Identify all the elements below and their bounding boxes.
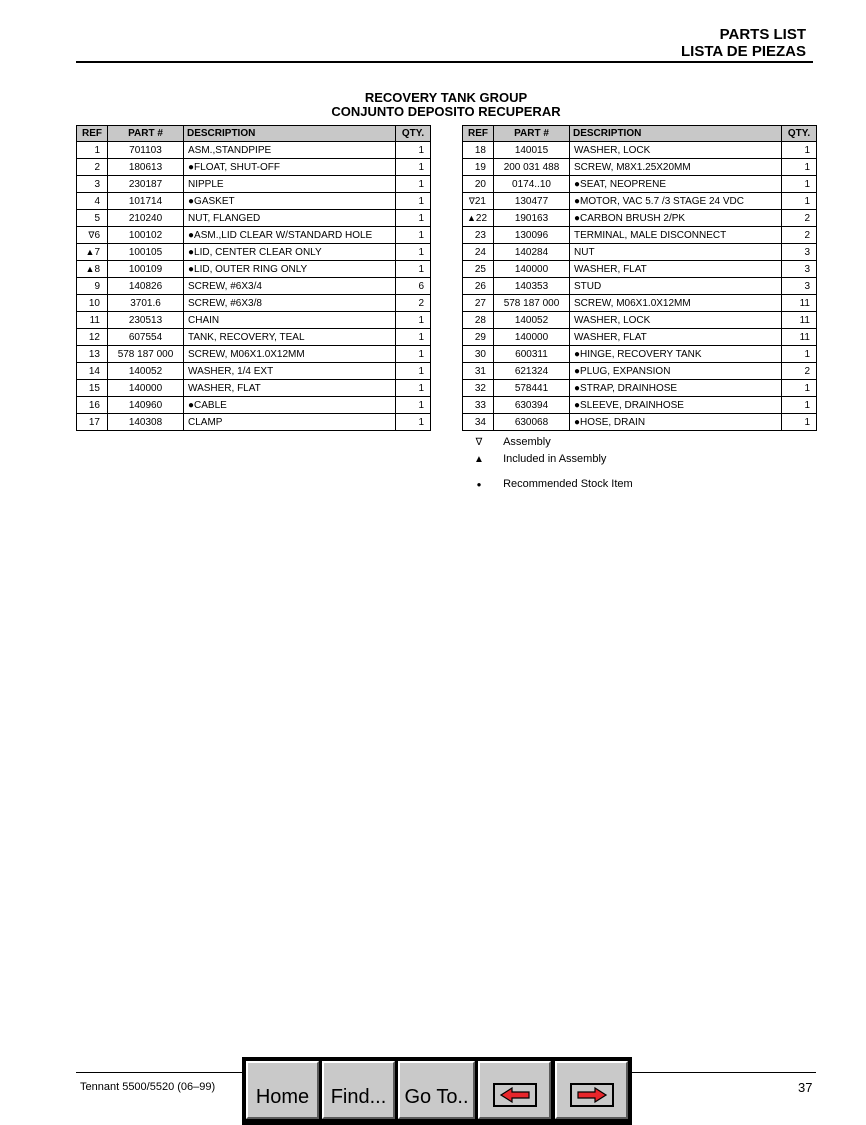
included-symbol-icon: ▲ — [474, 454, 484, 465]
table-row — [463, 227, 817, 244]
ref-number: 20 — [474, 178, 486, 190]
ref-number: 15 — [88, 382, 100, 394]
right-arrow-icon — [570, 1083, 614, 1107]
legend-assembly — [470, 436, 551, 448]
part-number-cell: 140826 — [108, 278, 184, 295]
part-number-cell: 600311 — [494, 346, 570, 363]
part-number-cell: 0174..10 — [494, 176, 570, 193]
description-cell: WASHER, LOCK — [570, 142, 782, 159]
part-number-cell: 140000 — [494, 329, 570, 346]
footer-divider-right — [632, 1072, 816, 1073]
table-row — [77, 363, 431, 380]
qty-cell: 3 — [782, 278, 817, 295]
table-row — [463, 380, 817, 397]
part-number-cell: 140052 — [108, 363, 184, 380]
ref-number: 19 — [474, 161, 486, 173]
description-cell: ●LID, OUTER RING ONLY — [184, 261, 396, 278]
ref-number: 11 — [89, 314, 100, 326]
col-header-ref: REF — [463, 126, 494, 142]
table-row — [463, 159, 817, 176]
table-row — [463, 295, 817, 312]
table-row — [463, 193, 817, 210]
ref-number: 29 — [474, 331, 486, 343]
ref-cell — [77, 159, 108, 176]
description-cell: ●SLEEVE, DRAINHOSE — [570, 397, 782, 414]
next-page-button[interactable] — [555, 1061, 628, 1119]
legend-included — [470, 453, 606, 465]
qty-cell: 1 — [396, 312, 431, 329]
ref-number: 24 — [474, 246, 486, 258]
description-cell: ●CARBON BRUSH 2/PK — [570, 210, 782, 227]
qty-cell: 1 — [782, 193, 817, 210]
ref-cell — [77, 363, 108, 380]
part-number-cell: 578 187 000 — [494, 295, 570, 312]
part-number-cell: 190163 — [494, 210, 570, 227]
part-number-cell: 140308 — [108, 414, 184, 431]
goto-button[interactable]: Go To.. — [398, 1061, 475, 1119]
part-number-cell: 621324 — [494, 363, 570, 380]
part-number-cell: 3701.6 — [108, 295, 184, 312]
table-row — [77, 142, 431, 159]
qty-cell: 1 — [396, 193, 431, 210]
description-cell: ●ASM.,LID CLEAR W/STANDARD HOLE — [184, 227, 396, 244]
recommended-symbol-icon: ● — [476, 480, 482, 489]
table-row — [77, 397, 431, 414]
qty-cell: 1 — [396, 261, 431, 278]
description-cell: WASHER, FLAT — [570, 329, 782, 346]
table-row — [77, 295, 431, 312]
ref-cell — [77, 329, 108, 346]
qty-cell: 1 — [396, 244, 431, 261]
description-cell: ●MOTOR, VAC 5.7 /3 STAGE 24 VDC — [570, 193, 782, 210]
qty-cell: 1 — [782, 380, 817, 397]
description-cell: ●HOSE, DRAIN — [570, 414, 782, 431]
ref-cell — [77, 278, 108, 295]
part-number-cell: 100105 — [108, 244, 184, 261]
qty-cell: 2 — [396, 295, 431, 312]
description-cell: ASM.,STANDPIPE — [184, 142, 396, 159]
table-header-row — [77, 126, 431, 142]
part-number-cell: 578441 — [494, 380, 570, 397]
table-row — [77, 278, 431, 295]
description-cell: TANK, RECOVERY, TEAL — [184, 329, 396, 346]
ref-cell — [77, 295, 108, 312]
ref-number: 8 — [94, 263, 100, 275]
description-cell: SCREW, #6X3/8 — [184, 295, 396, 312]
ref-number: 13 — [88, 348, 100, 360]
ref-cell — [463, 244, 494, 261]
table-row — [77, 159, 431, 176]
parts-table-right — [462, 125, 817, 431]
ref-number: 28 — [474, 314, 486, 326]
legend-recommended-label: Recommended Stock Item — [503, 478, 633, 490]
header-divider — [76, 61, 813, 63]
qty-cell: 3 — [782, 244, 817, 261]
qty-cell: 1 — [782, 159, 817, 176]
ref-marker-icon: ▲ — [467, 212, 476, 223]
description-cell: SCREW, M06X1.0X12MM — [570, 295, 782, 312]
qty-cell: 1 — [396, 329, 431, 346]
ref-marker-icon: ∇ — [88, 229, 95, 240]
ref-number: 22 — [475, 212, 488, 224]
qty-cell: 1 — [396, 380, 431, 397]
ref-cell — [77, 380, 108, 397]
table-row — [463, 210, 817, 227]
part-number-cell: 630068 — [494, 414, 570, 431]
assembly-symbol-icon: ∇ — [475, 437, 483, 448]
description-cell: ●SEAT, NEOPRENE — [570, 176, 782, 193]
table-row — [463, 261, 817, 278]
group-title-es: CONJUNTO DEPOSITO RECUPERAR — [331, 104, 561, 119]
part-number-cell: 607554 — [108, 329, 184, 346]
part-number-cell: 140000 — [108, 380, 184, 397]
ref-number: 17 — [88, 416, 100, 428]
ref-number: 7 — [94, 246, 100, 258]
ref-cell — [77, 210, 108, 227]
ref-cell — [77, 312, 108, 329]
qty-cell: 11 — [782, 295, 817, 312]
ref-cell — [463, 363, 494, 380]
ref-number: 33 — [474, 399, 486, 411]
col-header-desc: DESCRIPTION — [570, 126, 782, 142]
ref-cell — [463, 397, 494, 414]
ref-number: 21 — [474, 195, 486, 207]
part-number-cell: 130477 — [494, 193, 570, 210]
ref-cell — [77, 227, 108, 244]
col-header-part: PART # — [494, 126, 570, 142]
legend-included-label: Included in Assembly — [503, 453, 607, 465]
ref-cell — [463, 142, 494, 159]
qty-cell: 2 — [782, 210, 817, 227]
ref-marker-icon: ▲ — [85, 246, 95, 257]
qty-cell: 1 — [782, 142, 817, 159]
right-arrow-shape — [577, 1087, 607, 1103]
header-title-es: LISTA DE PIEZAS — [680, 43, 806, 60]
description-cell: CHAIN — [184, 312, 396, 329]
part-number-cell: 200 031 488 — [494, 159, 570, 176]
qty-cell: 11 — [782, 329, 817, 346]
ref-cell — [463, 380, 494, 397]
table-row — [77, 261, 431, 278]
ref-cell — [77, 244, 108, 261]
ref-cell — [463, 227, 494, 244]
table-row — [77, 210, 431, 227]
footer-model: Tennant 5500/5520 (06–99) — [80, 1081, 216, 1093]
qty-cell: 1 — [782, 176, 817, 193]
footer-divider-left — [76, 1072, 244, 1073]
description-cell: ●FLOAT, SHUT-OFF — [184, 159, 396, 176]
table-row — [77, 312, 431, 329]
part-number-cell: 140052 — [494, 312, 570, 329]
description-cell: WASHER, LOCK — [570, 312, 782, 329]
qty-cell: 1 — [396, 159, 431, 176]
description-cell: ●GASKET — [184, 193, 396, 210]
home-button[interactable]: Home — [246, 1061, 319, 1119]
ref-cell — [463, 414, 494, 431]
part-number-cell: 578 187 000 — [108, 346, 184, 363]
ref-number: 23 — [474, 229, 486, 241]
col-header-qty: QTY. — [782, 126, 817, 142]
table-row — [77, 414, 431, 431]
ref-cell — [463, 210, 494, 227]
table-row — [77, 346, 431, 363]
qty-cell: 6 — [396, 278, 431, 295]
description-cell: NIPPLE — [184, 176, 396, 193]
table-row — [463, 329, 817, 346]
description-cell: ●CABLE — [184, 397, 396, 414]
ref-number: 9 — [94, 280, 100, 292]
part-number-cell: 140960 — [108, 397, 184, 414]
description-cell: WASHER, FLAT — [184, 380, 396, 397]
description-cell: ●HINGE, RECOVERY TANK — [570, 346, 782, 363]
qty-cell: 1 — [396, 363, 431, 380]
ref-cell — [77, 142, 108, 159]
table-row — [77, 329, 431, 346]
ref-number: 1 — [94, 144, 100, 156]
ref-number: 31 — [474, 365, 486, 377]
table-header-row — [463, 126, 817, 142]
part-number-cell: 140353 — [494, 278, 570, 295]
part-number-cell: 130096 — [494, 227, 570, 244]
description-cell: STUD — [570, 278, 782, 295]
table-row — [463, 142, 817, 159]
qty-cell: 1 — [396, 210, 431, 227]
table-row — [463, 346, 817, 363]
legend-assembly-label: Assembly — [503, 436, 551, 448]
col-header-part: PART # — [108, 126, 184, 142]
qty-cell: 3 — [782, 261, 817, 278]
ref-cell — [77, 261, 108, 278]
description-cell: CLAMP — [184, 414, 396, 431]
qty-cell: 1 — [396, 227, 431, 244]
ref-number: 4 — [94, 195, 100, 207]
parts-table-left — [76, 125, 431, 431]
left-arrow-icon — [493, 1083, 537, 1107]
description-cell: SCREW, #6X3/4 — [184, 278, 396, 295]
ref-cell — [77, 346, 108, 363]
ref-number: 12 — [88, 331, 100, 343]
part-number-cell: 100109 — [108, 261, 184, 278]
ref-cell — [77, 414, 108, 431]
ref-number: 10 — [88, 297, 100, 309]
ref-number: 2 — [94, 161, 100, 173]
table-row — [463, 397, 817, 414]
description-cell: ●LID, CENTER CLEAR ONLY — [184, 244, 396, 261]
table-row — [77, 193, 431, 210]
part-number-cell: 630394 — [494, 397, 570, 414]
page-number: 37 — [798, 1080, 813, 1095]
table-row — [463, 312, 817, 329]
ref-cell — [463, 159, 494, 176]
ref-number: 34 — [474, 416, 486, 428]
description-cell: SCREW, M06X1.0X12MM — [184, 346, 396, 363]
previous-page-button[interactable] — [478, 1061, 551, 1119]
ref-number: 18 — [474, 144, 486, 156]
col-header-desc: DESCRIPTION — [184, 126, 396, 142]
col-header-ref: REF — [77, 126, 108, 142]
part-number-cell: 230513 — [108, 312, 184, 329]
ref-number: 14 — [88, 365, 100, 377]
table-row — [77, 244, 431, 261]
find-button[interactable]: Find... — [322, 1061, 395, 1119]
part-number-cell: 230187 — [108, 176, 184, 193]
ref-number: 3 — [94, 178, 100, 190]
description-cell: NUT — [570, 244, 782, 261]
ref-cell — [463, 346, 494, 363]
ref-cell — [463, 329, 494, 346]
table-row — [463, 363, 817, 380]
ref-number: 25 — [474, 263, 486, 275]
description-cell: WASHER, 1/4 EXT — [184, 363, 396, 380]
description-cell: ●PLUG, EXPANSION — [570, 363, 782, 380]
page-header — [681, 26, 806, 60]
ref-cell — [463, 261, 494, 278]
qty-cell: 2 — [782, 227, 817, 244]
ref-number: 6 — [94, 229, 100, 241]
group-title-en: RECOVERY TANK GROUP — [364, 90, 528, 105]
part-number-cell: 140284 — [494, 244, 570, 261]
qty-cell: 1 — [396, 346, 431, 363]
table-row — [463, 278, 817, 295]
description-cell: ●STRAP, DRAINHOSE — [570, 380, 782, 397]
qty-cell: 1 — [396, 176, 431, 193]
ref-number: 32 — [474, 382, 486, 394]
ref-number: 30 — [474, 348, 486, 360]
qty-cell: 11 — [782, 312, 817, 329]
part-number-cell: 210240 — [108, 210, 184, 227]
part-number-cell: 180613 — [108, 159, 184, 176]
part-number-cell: 100102 — [108, 227, 184, 244]
description-cell: WASHER, FLAT — [570, 261, 782, 278]
qty-cell: 1 — [782, 397, 817, 414]
ref-number: 26 — [474, 280, 486, 292]
ref-cell — [77, 176, 108, 193]
table-row — [77, 227, 431, 244]
qty-cell: 2 — [782, 363, 817, 380]
table-row — [463, 414, 817, 431]
ref-cell — [463, 193, 494, 210]
part-number-cell: 140015 — [494, 142, 570, 159]
description-cell: TERMINAL, MALE DISCONNECT — [570, 227, 782, 244]
ref-cell — [77, 397, 108, 414]
table-row — [77, 380, 431, 397]
ref-marker-icon: ∇ — [468, 195, 475, 206]
nav-bar — [242, 1057, 632, 1125]
ref-cell — [77, 193, 108, 210]
part-number-cell: 101714 — [108, 193, 184, 210]
table-row — [463, 244, 817, 261]
col-header-qty: QTY. — [396, 126, 431, 142]
part-number-cell: 140000 — [494, 261, 570, 278]
ref-cell — [463, 176, 494, 193]
left-arrow-shape — [500, 1087, 530, 1103]
ref-number: 16 — [88, 399, 100, 411]
qty-cell: 1 — [396, 414, 431, 431]
qty-cell: 1 — [782, 414, 817, 431]
ref-number: 27 — [474, 297, 486, 309]
table-row — [77, 176, 431, 193]
ref-cell — [463, 278, 494, 295]
ref-number: 5 — [94, 212, 100, 224]
qty-cell: 1 — [396, 397, 431, 414]
qty-cell: 1 — [782, 346, 817, 363]
table-row — [463, 176, 817, 193]
ref-marker-icon: ▲ — [85, 263, 95, 274]
header-title-en: PARTS LIST — [719, 26, 806, 43]
ref-cell — [463, 312, 494, 329]
description-cell: SCREW, M8X1.25X20MM — [570, 159, 782, 176]
ref-cell — [463, 295, 494, 312]
qty-cell: 1 — [396, 142, 431, 159]
description-cell: NUT, FLANGED — [184, 210, 396, 227]
part-number-cell: 701103 — [108, 142, 184, 159]
legend-recommended — [470, 478, 633, 490]
